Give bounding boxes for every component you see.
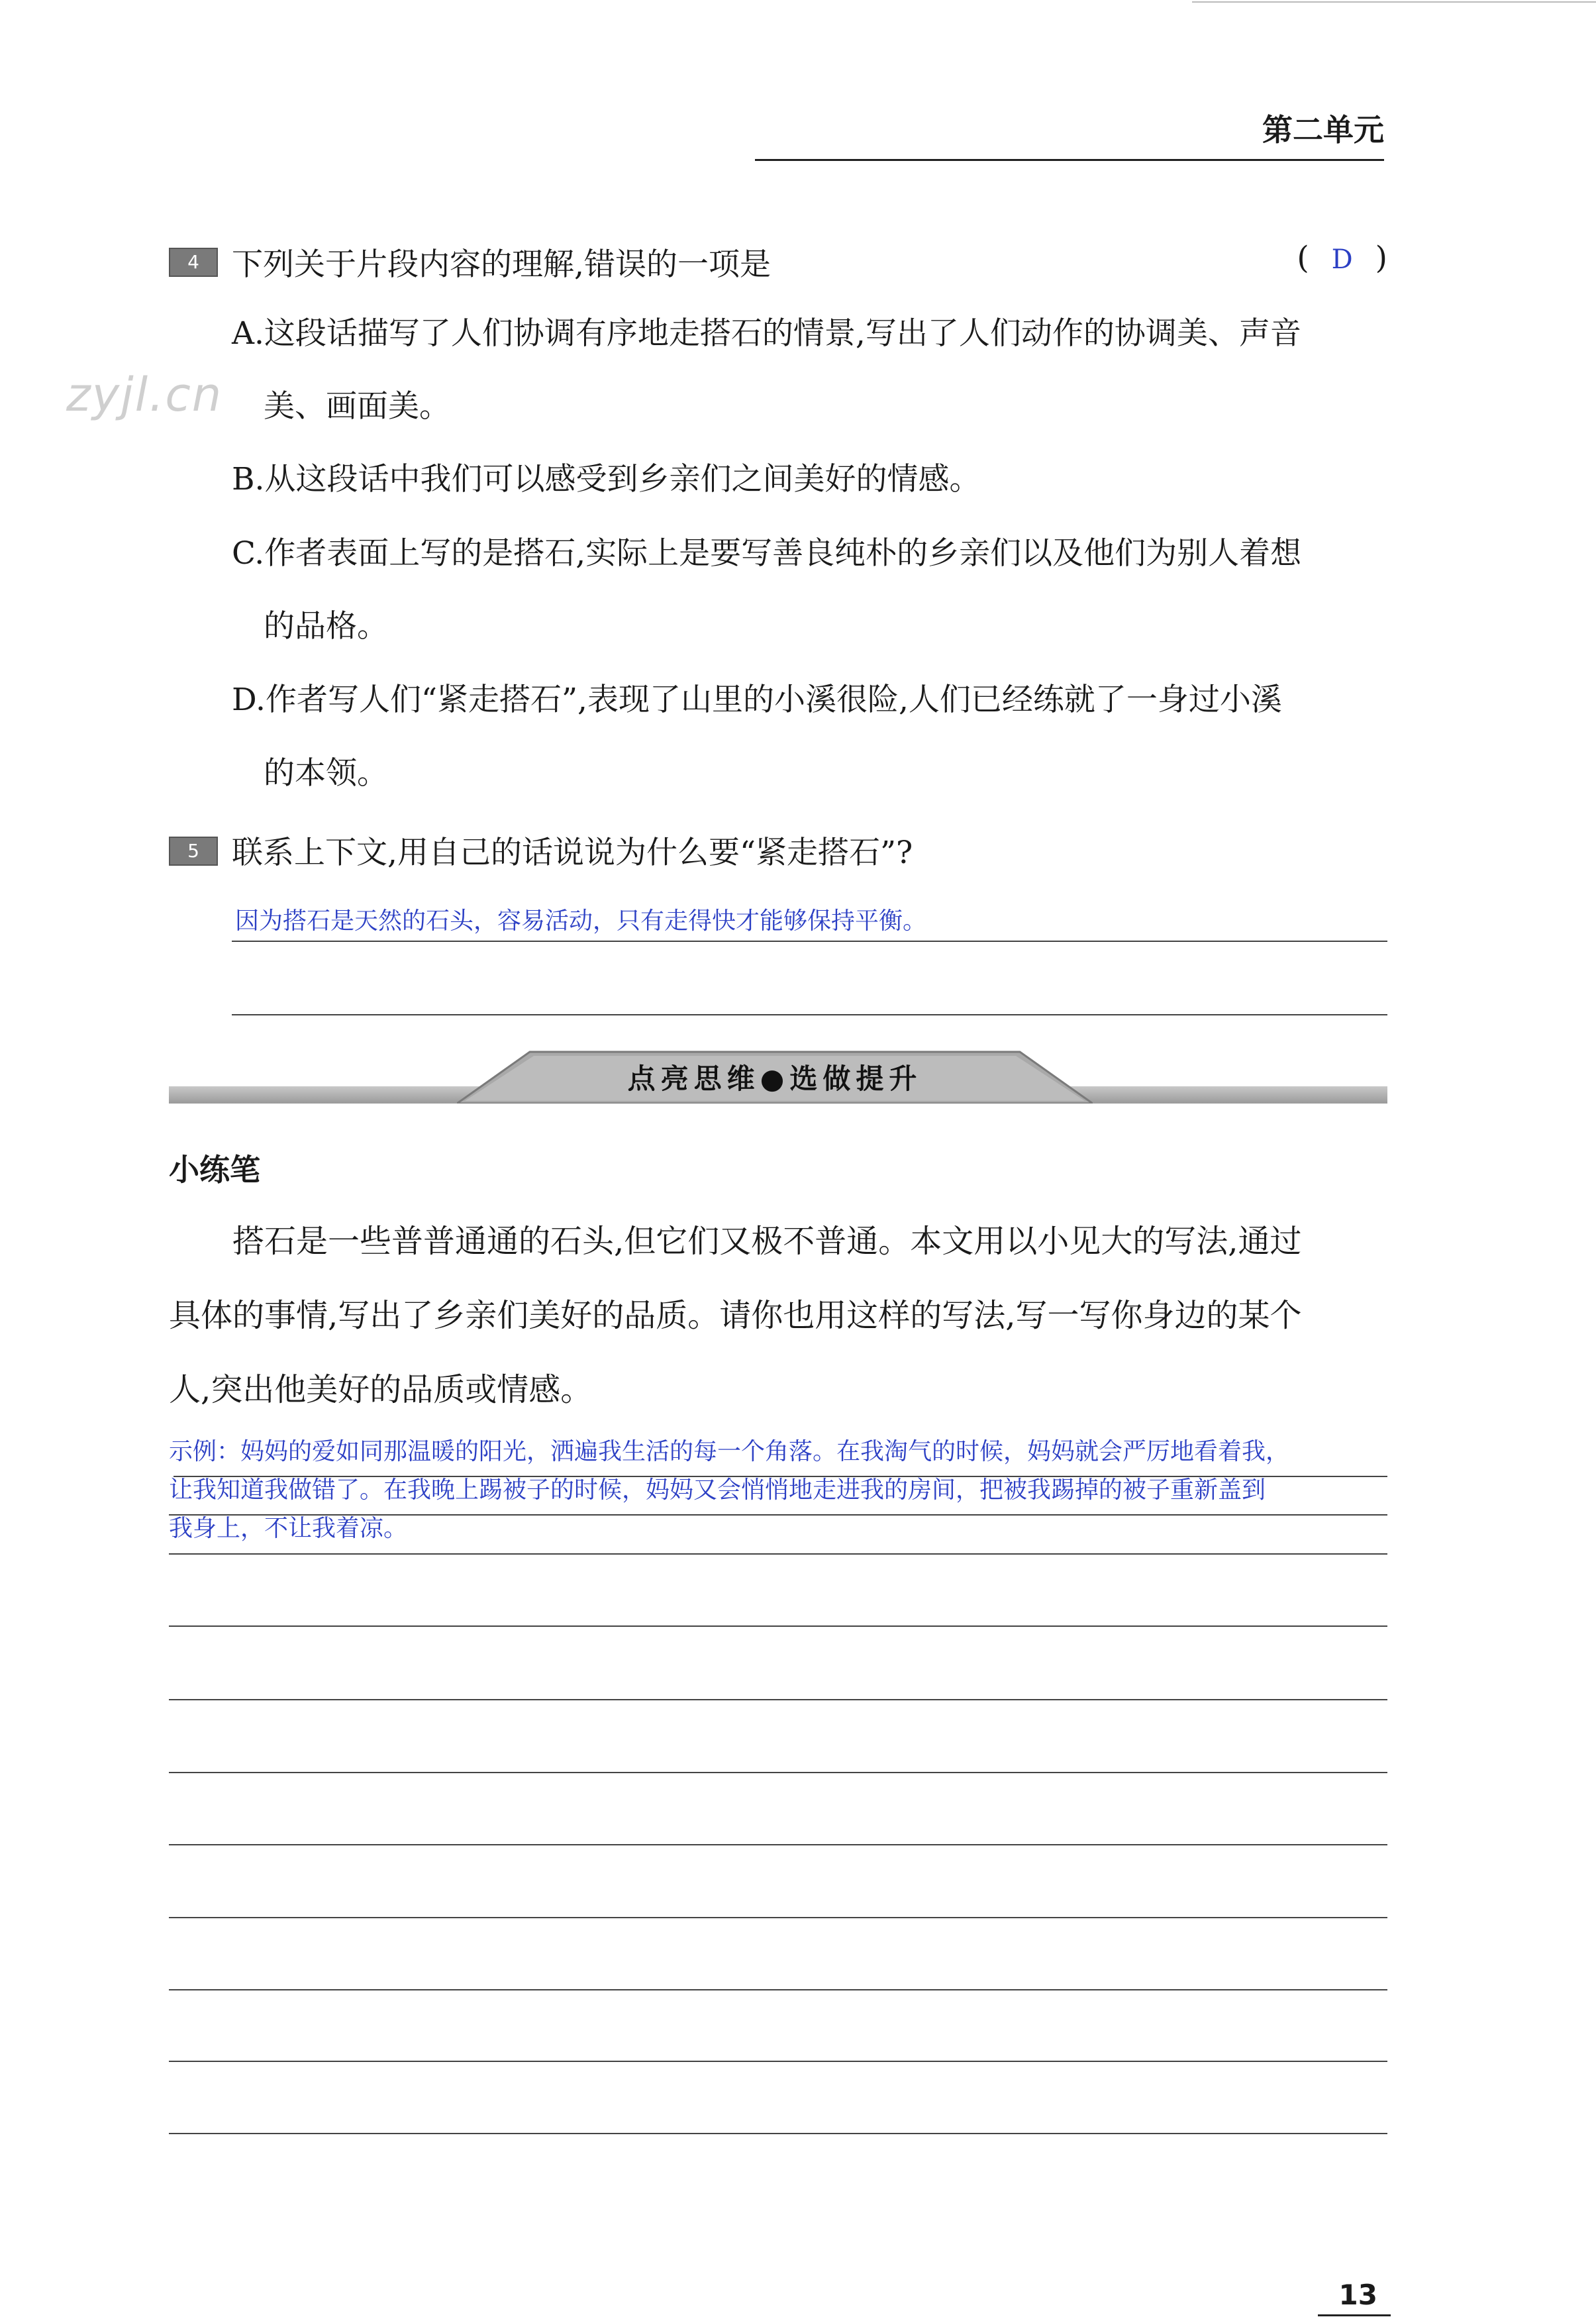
q5-number-badge — [169, 837, 218, 866]
writing-line-3 — [169, 1553, 1387, 1555]
q4-number: 4 — [169, 248, 218, 277]
writing-line-5 — [169, 1699, 1387, 1700]
writing-line-11 — [169, 2133, 1387, 2134]
q4-option-d-line1: D.作者写人们“紧走搭石”,表现了山里的小溪很险,人们已经练就了一身过小溪 — [232, 682, 1282, 718]
q4-option-a-line1: A.这段话描写了人们协调有序地走搭石的情景,写出了人们动作的协调美、声音 — [232, 315, 1301, 352]
banner-title: 点亮思维●选做提升 — [627, 1062, 923, 1095]
sample-line-3: 我身上，不让我着凉。 — [169, 1515, 408, 1542]
exercise-prompt-line-1: 搭石是一些普普通通的石头,但它们又极不普通。本文用以小见大的写法,通过 — [232, 1223, 1302, 1260]
exercise-sample-answer — [169, 1433, 1401, 1548]
q4-option-a-line2: 美、画面美。 — [264, 388, 450, 425]
q4-option-b: B.从这段话中我们可以感受到乡亲们之间美好的情感。 — [232, 461, 981, 497]
writing-line-10 — [169, 2061, 1387, 2062]
q4-option-c-line2: 的品格。 — [264, 608, 388, 644]
q5-answer: 因为搭石是天然的石头，容易活动，只有走得快才能够保持平衡。 — [235, 907, 927, 935]
exercise-prompt — [169, 1204, 1387, 1427]
writing-line-9 — [169, 1989, 1387, 1990]
q4-number-badge — [169, 248, 218, 277]
q5-answer-line-1 — [232, 941, 1387, 942]
q5-answer-line-2 — [232, 1014, 1387, 1015]
exercise-prompt-line-2: 具体的事情,写出了乡亲们美好的品质。请你也用这样的写法,写一写你身边的某个 — [169, 1297, 1302, 1334]
watermark: zyjl.cn — [66, 368, 223, 422]
sample-line-1: 示例：妈妈的爱如同那温暖的阳光，洒遍我生活的每一个角落。在我淘气的时候，妈妈就会严厉地看着我， — [169, 1438, 1290, 1465]
writing-line-4 — [169, 1625, 1387, 1627]
sample-line-2: 让我知道我做错了。在我晚上踢被子的时候，妈妈又会悄悄地走进我的房间，把被我踢掉的被子重新盖到 — [169, 1476, 1266, 1504]
writing-line-8 — [169, 1917, 1387, 1918]
q4-question: 下列关于片段内容的理解,错误的一项是 — [232, 246, 771, 283]
page-number: 13 — [1338, 2279, 1377, 2311]
writing-line-6 — [169, 1772, 1387, 1773]
q4-answer-parens — [1297, 240, 1387, 276]
exercise-title: 小练笔 — [169, 1152, 260, 1188]
scan-edge-line — [1192, 1, 1596, 3]
q4-paren-open: ( — [1297, 240, 1309, 276]
exercise-prompt-line-3: 人,突出他美好的品质或情感。 — [169, 1371, 593, 1408]
page-number-rule — [1318, 2314, 1391, 2316]
writing-line-2 — [169, 1514, 1387, 1516]
unit-title: 第二单元 — [1262, 112, 1384, 148]
writing-line-7 — [169, 1844, 1387, 1845]
q5-number: 5 — [169, 837, 218, 866]
q4-paren-close: ) — [1375, 240, 1387, 276]
q4-option-d-line2: 的本领。 — [264, 755, 388, 792]
q5-question: 联系上下文,用自己的话说说为什么要“紧走搭石”? — [232, 835, 913, 871]
q4-answer: D — [1331, 244, 1353, 275]
q4-option-c-line1: C.作者表面上写的是搭石,实际上是要写善良纯朴的乡亲们以及他们为别人着想 — [232, 535, 1302, 572]
writing-line-1 — [174, 1476, 1387, 1477]
unit-title-rule — [755, 159, 1384, 161]
